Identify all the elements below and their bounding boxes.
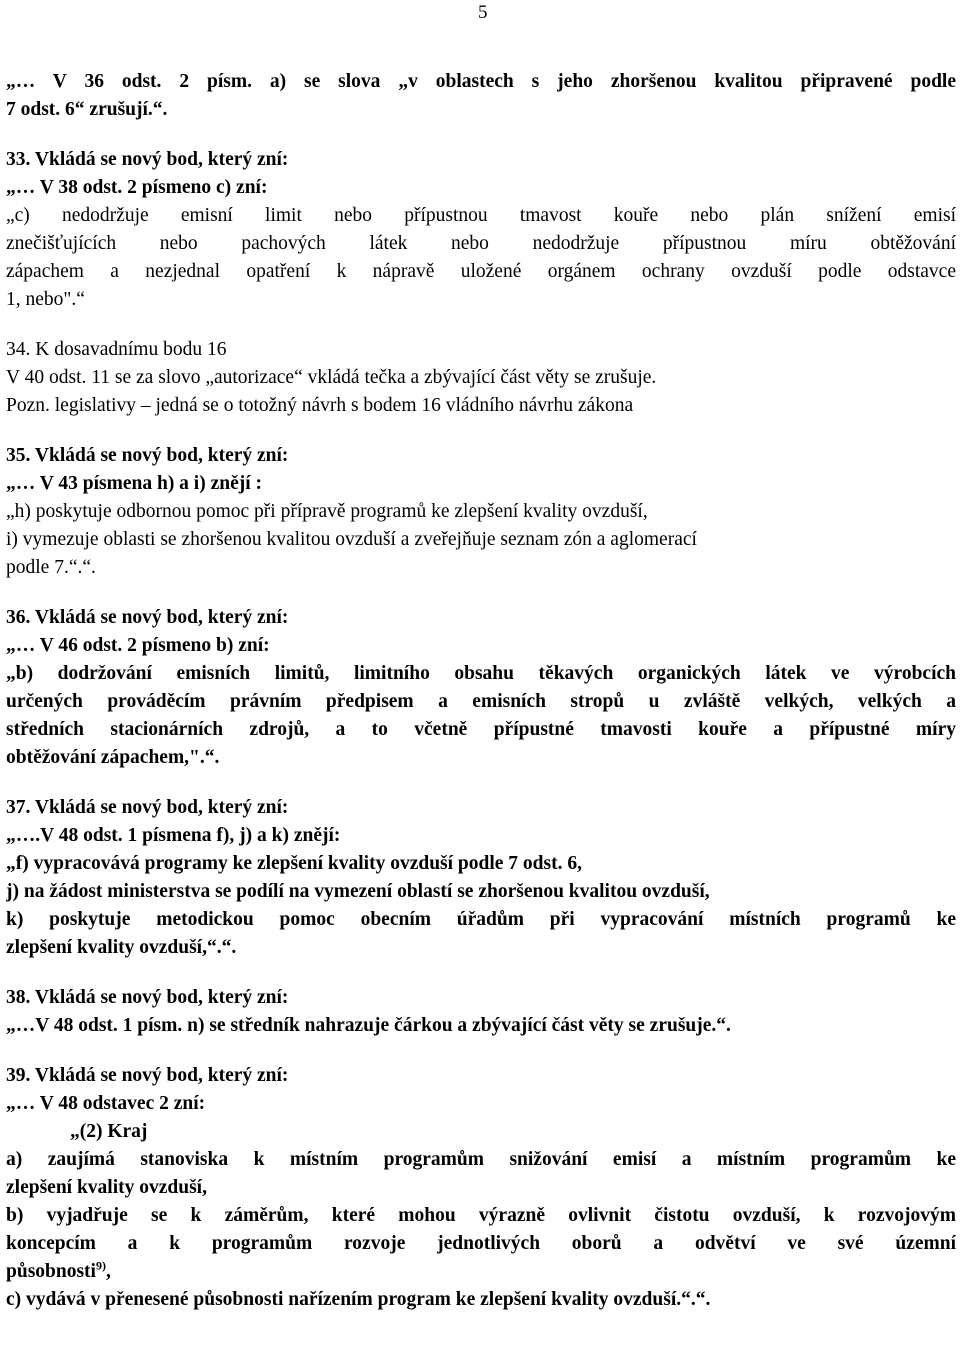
text-line: 7 odst. 6“ zrušují.“. [6,99,168,120]
amendment-point-36 [6,604,956,772]
text-line: 1, nebo".“ [6,289,85,310]
document-body [6,68,956,1314]
text-line: „(2) Kraj [70,1121,148,1142]
text-line: „… V 46 odst. 2 písmeno b) zní: [6,635,270,656]
page-number: 5 [478,2,488,23]
text-line: znečišťujících nebo pachových látek nebo nedodržuje přípustnou míru obtěžování [6,233,956,254]
amendment-point-37 [6,794,956,962]
amendment-point-38 [6,984,956,1040]
text-line: obtěžování zápachem,".“. [6,747,220,768]
text-fragment: , [105,1261,111,1282]
text-line: a) zaujímá stanoviska k místním programům snižování emisí a místním programům ke [6,1149,956,1170]
text-line: zápachem a nezjednal opatření k nápravě uložené orgánem ochrany ovzduší podle odstavce [6,261,956,282]
point-heading: 34. K dosavadnímu bodu 16 [6,339,227,360]
text-line: „…V 48 odst. 1 písm. n) se středník nahrazuje čárkou a zbývající část věty se zrušuje.“. [6,1015,731,1036]
amendment-point-33 [6,146,956,314]
amendment-point-35 [6,442,956,582]
text-line: zlepšení kvality ovzduší,“.“. [6,937,237,958]
text-line: středních stacionárních zdrojů, a to včetně přípustné tmavosti kouře a přípustné míry [6,719,956,740]
text-line: „… V 36 odst. 2 písm. a) se slova „v oblastech s jeho zhoršenou kvalitou připravené podle [6,71,956,92]
text-line: „b) dodržování emisních limitů, limitního obsahu těkavých organických látek ve výrobcích [6,663,956,684]
point-heading: 35. Vkládá se nový bod, který zní: [6,445,289,466]
text-line: koncepcím a k programům rozvoje jednotlivých oborů a odvětví ve své územní [6,1233,956,1254]
text-line: „… V 48 odstavec 2 zní: [6,1093,206,1114]
text-line: k) poskytuje metodickou pomoc obecním úřadům při vypracování místních programů ke [6,909,956,930]
point-heading: 39. Vkládá se nový bod, který zní: [6,1065,289,1086]
text-line: „… V 38 odst. 2 písmeno c) zní: [6,177,268,198]
amendment-point-39 [6,1062,956,1314]
text-line: „h) poskytuje odbornou pomoc při přípravě programů ke zlepšení kvality ovzduší, [6,501,648,522]
amendment-point-34 [6,336,956,420]
point-heading: 33. Vkládá se nový bod, který zní: [6,149,289,170]
text-line-with-footnote [6,1258,956,1286]
text-line: b) vyjadřuje se k záměrům, které mohou výrazně ovlivnit čistotu ovzduší, k rozvojovým [6,1205,956,1226]
legislative-note: Pozn. legislativy – jedná se o totožný návrh s bodem 16 vládního návrhu zákona [6,395,634,416]
text-line: c) vydává v přenesené působnosti nařízením program ke zlepšení kvality ovzduší.“.“. [6,1289,711,1310]
point-heading: 37. Vkládá se nový bod, který zní: [6,797,289,818]
text-line: „….V 48 odst. 1 písmena f), j) a k) znějí: [6,825,341,846]
text-line: j) na žádost ministerstva se podílí na vymezení oblastí se zhoršenou kvalitou ovzduší, [6,881,710,902]
text-line: určených prováděcím právním předpisem a emisních stropů u zvláště velkých, velkých a [6,691,956,712]
amendment-block-36 [6,68,956,124]
point-heading: 36. Vkládá se nový bod, který zní: [6,607,289,628]
text-line: podle 7.“.“. [6,557,96,578]
text-fragment: působnosti [6,1261,96,1282]
point-heading: 38. Vkládá se nový bod, který zní: [6,987,289,1008]
text-line: „c) nedodržuje emisní limit nebo přípustnou tmavost kouře nebo plán snížení emisí [6,205,956,226]
text-line: „… V 43 písmena h) a i) znějí : [6,473,263,494]
text-line: i) vymezuje oblasti se zhoršenou kvalitou ovzduší a zveřejňuje seznam zón a aglomerací [6,529,697,550]
text-line: „f) vypracovává programy ke zlepšení kvality ovzduší podle 7 odst. 6, [6,853,582,874]
footnote-reference: 9) [95,1258,106,1273]
text-line: zlepšení kvality ovzduší, [6,1177,207,1198]
text-line: V 40 odst. 11 se za slovo „autorizace“ vkládá tečka a zbývající část věty se zrušuje. [6,367,657,388]
